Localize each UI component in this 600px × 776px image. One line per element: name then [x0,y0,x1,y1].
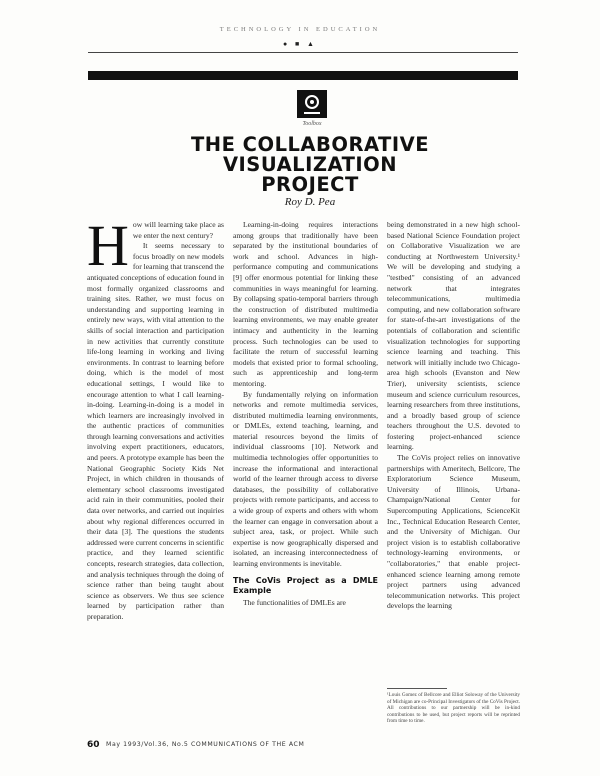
running-head: TECHNOLOGY IN EDUCATION [219,26,381,33]
column-logo-icon [297,90,327,118]
text-column-3 [387,220,520,612]
logo-caption: Toolbox [302,121,322,127]
paragraph: being demonstrated in a new high school-based National Science Foundation project on Collaborative Visualization we are conducting at Northwestern University.¹ We will be developing and studying a "testbed" consisting of an advanced network that integrates telecommunications, multimedia computing, and new collaboration software for state-of-the-art investigations of the potentials of collaboration and scientific visualization technologies for supporting science learning and teaching. This network will initially include two Chicago-area high schools (Evanston and New Trier), university scientists, science museum and science curriculum resources, learning researchers from three institutions, and a broadly based group of science teachers throughout the U.S. devoted to fostering project-enhanced science learning. [387,220,520,452]
paragraph: The CoVis project relies on innovative partnerships with Ameritech, Bellcore, The Exploratorium Science Museum, University of Illinois, Urbana-Champaign/National Center for Supercomputing Applications, ScienceKit Inc., Technical Education Research Center, and the University of Michigan. Our project vision is to establish collaborative technology-learning environments, or "collaboratories," that enable project-enhanced science learning among remote project partners using advanced telecommunication networks. This project develops the learning [387,453,520,611]
header-band [88,71,518,80]
paragraph: ow will learning take place as we enter the next century? [132,220,224,240]
text-column-1 [87,213,224,623]
section-glyph: ● ■ ▲ [283,40,317,48]
paragraph: Learning-in-doing requires interactions among groups that traditionally have been separated by the institutional boundaries of work and school. Advances in high-performance computing and communications [9] offer enormous potential for linking these communities in ways meaningful for learning. By collapsing spatio-temporal barriers through the construction of distributed multimedia learning environments, we may enable greater intimacy and authenticity in the learning process. Such technologies can be used to facilitate the return of successful learning models that existed prior to formal schooling, such as apprenticeship and long-term mentoring. [233,220,378,388]
paragraph: By fundamentally relying on information networks and remote multimedia services, distributed multimedia learning environments, or DMLEs, extend teaching, learning, and material resources beyond the limits of individual classrooms [10]. Network and multimedia technologies offer opportunities to increase the informational and interactional world of the learner through access to diverse databases, the possibility of collaborative projects with remote participants, and access to a wide group of experts and others with whom the learner can engage in conversation about a subject area, task, or project. While such expertise is now geographically dispersed and isolated, an increasing interconnectedness of learning environments is inevitable. [233,389,378,568]
drop-cap: H [87,213,129,278]
footnote-rule [387,688,447,689]
page-number: 60 [87,740,100,750]
paragraph: It seems necessary to focus broadly on new models for learning that transcend the antiquated conceptions of education found in most formally organized classrooms and training sites. Rather, we must focus on understanding and supporting learning in entirely new ways, with vital attention to the skills of social interaction and participation in new activities that currently constitute life-long learning in working and living environments. In contrast to learning before doing, which is the model of most educational settings, I would like to encourage attention to what I call learning-in-doing. Learning-in-doing is a model in which learners are increasingly involved in the authentic practices of communities through learning conversations and activities involving expert practitioners, educators, and peers. A prototype example has been the National Geographic Society Kids Net Project, in which children in thousands of elementary school classrooms investigated acid rain in their communities, pooled their data over networks, and carried out inquiries about why regional differences occurred in their data [3]. The questions the students addressed were current concerns in scientific practice, and they learned scientific concepts, research strategies, data collection, and analysis techniques through the doing of science rather than being taught about science as observers. We thus see science learned by participation rather than preparation. [87,241,224,621]
article-title: THE COLLABORATIVE VISUALIZATION PROJECT [190,133,430,196]
header-rule [88,52,518,53]
text-column-2 [233,220,378,608]
article-author: Roy D. Pea [284,196,336,208]
section-subhead: The CoVis Project as a DMLE Example [233,575,378,595]
footnote: ¹Louis Gomez of Bellcore and Elliot Soloway of the University of Michigan are co-Principal Investigators of the CoVis Project. All contributions to our partnership will be in-kind contributions to be used, but project reports will be reprinted from time to time. [387,692,520,725]
paragraph: The functionalities of DMLEs are [243,597,346,607]
journal-footer: May 1993/Vol.36, No.5 COMMUNICATIONS OF THE ACM [106,741,305,748]
